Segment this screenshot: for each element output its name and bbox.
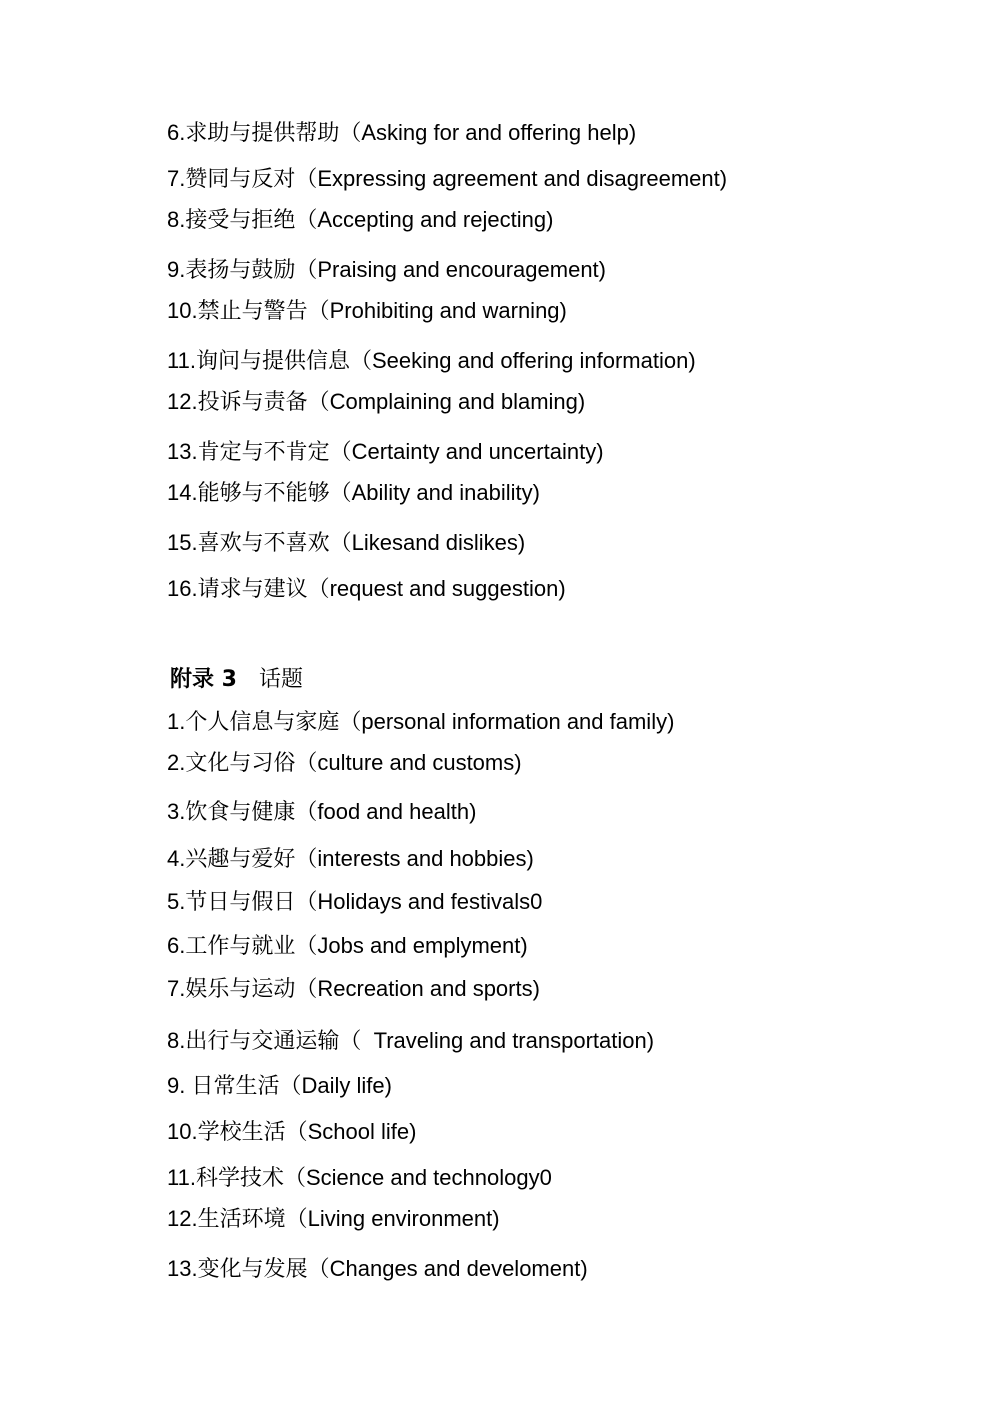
item-number: 6. <box>167 120 186 145</box>
item-chinese: 禁止与警告 <box>197 299 308 324</box>
item-number: 4. <box>167 846 186 871</box>
item-number: 10. <box>167 298 198 323</box>
item-chinese: 表扬与鼓励 <box>185 258 296 283</box>
item-chinese: 个人信息与家庭 <box>185 710 340 735</box>
item-english: （Certainty and uncertainty) <box>329 439 604 464</box>
topic-item <box>167 1204 500 1235</box>
item-number: 3. <box>167 799 186 824</box>
item-chinese: 节日与假日 <box>185 890 296 915</box>
item-english: （Praising and encouragement) <box>295 257 606 282</box>
item-number: 9. <box>167 1073 192 1098</box>
function-item <box>167 528 525 559</box>
item-chinese: 求助与提供帮助 <box>185 121 340 146</box>
function-item <box>167 437 604 468</box>
topic-item <box>167 1026 654 1057</box>
item-chinese: 能够与不能够 <box>197 481 330 506</box>
topic-item <box>167 748 522 779</box>
item-number: 11. <box>167 348 196 373</box>
item-chinese: 兴趣与爱好 <box>185 847 296 872</box>
appendix-topic: 话题 <box>258 667 303 692</box>
item-chinese: 喜欢与不喜欢 <box>197 531 330 556</box>
item-number: 6. <box>167 933 186 958</box>
item-chinese: 工作与就业 <box>185 934 296 959</box>
item-number: 8. <box>167 207 186 232</box>
function-item <box>167 574 566 605</box>
item-english: （Expressing agreement and disagreement) <box>295 166 728 191</box>
item-chinese: 请求与建议 <box>197 577 308 602</box>
topic-item <box>167 931 528 962</box>
topic-item <box>167 1117 416 1148</box>
function-item <box>167 118 636 149</box>
item-chinese: 生活环境 <box>197 1207 286 1232</box>
item-number: 10. <box>167 1119 198 1144</box>
topic-item <box>167 887 542 918</box>
item-english: （interests and hobbies) <box>295 846 534 871</box>
item-english: （School life) <box>285 1119 417 1144</box>
item-english: （Asking for and offering help) <box>339 120 637 145</box>
item-number: 14. <box>167 480 198 505</box>
item-chinese: 赞同与反对 <box>185 167 296 192</box>
item-chinese: 肯定与不肯定 <box>197 440 330 465</box>
item-number: 7. <box>167 976 186 1001</box>
item-english: （food and health) <box>295 799 477 824</box>
item-chinese: 娱乐与运动 <box>185 977 296 1002</box>
topic-item <box>167 1254 588 1285</box>
function-item <box>167 164 727 195</box>
item-number: 11. <box>167 1165 196 1190</box>
item-chinese: 变化与发展 <box>197 1257 308 1282</box>
function-item <box>167 387 585 418</box>
item-english: （Holidays and festivals0 <box>295 889 543 914</box>
item-number: 9. <box>167 257 186 282</box>
item-chinese: 询问与提供信息 <box>195 349 350 374</box>
item-english: （personal information and family) <box>339 709 675 734</box>
item-english: （Accepting and rejecting) <box>295 207 554 232</box>
item-english: （Likesand dislikes) <box>329 530 526 555</box>
item-number: 13. <box>167 1256 198 1281</box>
item-number: 8. <box>167 1028 186 1053</box>
item-number: 2. <box>167 750 186 775</box>
function-item <box>167 478 540 509</box>
topic-item <box>167 974 540 1005</box>
item-number: 15. <box>167 530 198 555</box>
item-chinese: 学校生活 <box>197 1120 286 1145</box>
topic-item <box>167 707 674 738</box>
topic-item <box>167 844 534 875</box>
item-number: 16. <box>167 576 198 601</box>
item-english: （culture and customs) <box>295 750 522 775</box>
topic-item <box>167 1163 552 1194</box>
item-english: （Recreation and sports) <box>295 976 540 1001</box>
item-chinese: 投诉与责备 <box>197 390 308 415</box>
item-english: （Seeking and offering information) <box>349 348 696 373</box>
item-english: （Living environment) <box>285 1206 500 1231</box>
item-english: （request and suggestion) <box>307 576 566 601</box>
item-chinese: 接受与拒绝 <box>185 208 296 233</box>
item-number: 1. <box>167 709 186 734</box>
item-english: （Changes and develoment) <box>307 1256 588 1281</box>
function-item <box>167 346 696 377</box>
item-english: （Jobs and emplyment) <box>295 933 528 958</box>
appendix-heading <box>170 664 303 695</box>
function-item <box>167 255 606 286</box>
function-item <box>167 296 567 327</box>
item-number: 13. <box>167 439 198 464</box>
item-number: 7. <box>167 166 186 191</box>
appendix-label: 附录 3 <box>170 667 237 692</box>
item-english: （Daily life) <box>279 1073 392 1098</box>
item-number: 12. <box>167 389 198 414</box>
function-item <box>167 205 553 236</box>
item-english: （Ability and inability) <box>329 480 540 505</box>
item-chinese: 饮食与健康 <box>185 800 296 825</box>
item-english: （Complaining and blaming) <box>307 389 586 414</box>
item-english: （Prohibiting and warning) <box>307 298 567 323</box>
item-chinese: 出行与交通运输 <box>185 1029 340 1054</box>
topic-item <box>167 797 476 828</box>
item-number: 12. <box>167 1206 198 1231</box>
topic-item <box>167 1071 392 1102</box>
item-chinese: 文化与习俗 <box>185 751 296 776</box>
item-chinese: 日常生活 <box>191 1074 280 1099</box>
item-number: 5. <box>167 889 186 914</box>
item-chinese: 科学技术 <box>195 1166 284 1191</box>
item-english: （ Traveling and transportation) <box>339 1028 655 1053</box>
item-english: （Science and technology0 <box>283 1165 552 1190</box>
